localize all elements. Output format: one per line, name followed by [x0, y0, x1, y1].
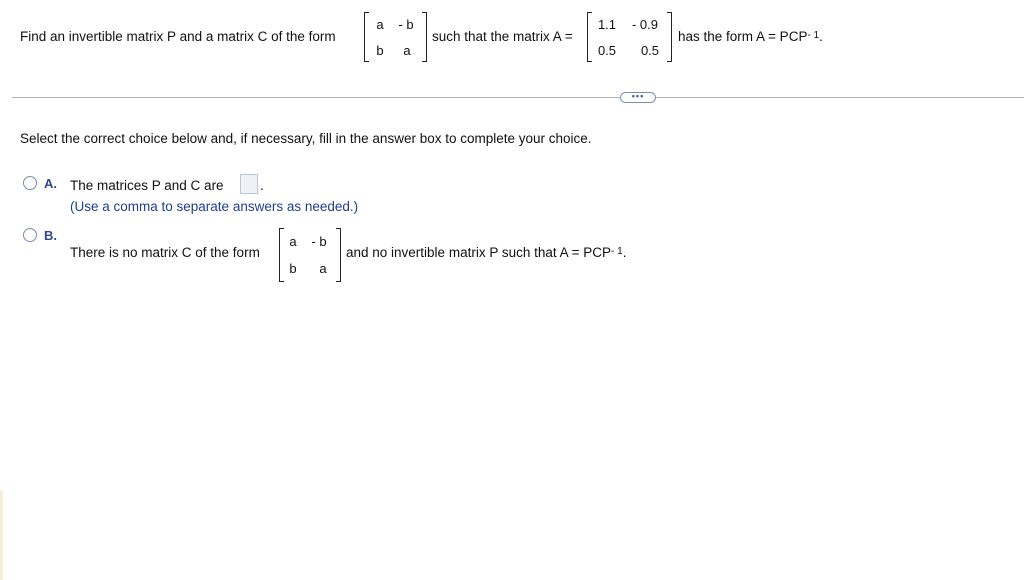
matrix-cell: 0.5 — [597, 43, 617, 58]
question-prefix: Find an invertible matrix P and a matrix C of the form — [20, 29, 336, 44]
option-b-form-matrix — [279, 228, 341, 282]
matrix-bracket-left — [279, 228, 284, 282]
matrix-bracket-right — [422, 12, 427, 62]
more-options-button[interactable]: ••• — [620, 92, 656, 103]
a-matrix — [587, 12, 672, 62]
option-a-letter: A. — [44, 176, 57, 191]
option-a-radio[interactable] — [23, 176, 37, 190]
exponent: - 1 — [807, 30, 820, 41]
answer-input-box[interactable] — [240, 174, 258, 194]
matrix-cell: b — [376, 43, 384, 58]
question-middle: such that the matrix A = — [432, 29, 573, 44]
matrix-bracket-left — [587, 12, 592, 62]
matrix-cell: - 0.9 — [631, 17, 658, 32]
matrix-cell: a — [319, 261, 327, 276]
option-b-suffix: and no invertible matrix P such that $A = PCP^{- 1}$. — [346, 245, 627, 260]
matrix-bracket-right — [336, 228, 341, 282]
matrix-cell: b — [289, 261, 297, 276]
option-b-radio[interactable] — [23, 228, 37, 242]
exponent: - 1 — [611, 246, 623, 257]
matrix-cell: 1.1 — [597, 17, 617, 32]
option-b-prefix: There is no matrix C of the form — [70, 245, 260, 260]
option-b-letter: B. — [44, 228, 57, 243]
matrix-bracket-left — [364, 12, 369, 62]
option-a-period: . — [260, 178, 264, 193]
option-a-text: The matrices P and C are — [70, 178, 224, 193]
form-matrix — [364, 12, 427, 62]
matrix-bracket-right — [667, 12, 672, 62]
matrix-cell: 0.5 — [640, 43, 660, 58]
matrix-cell: - b — [398, 17, 414, 32]
matrix-cell: a — [376, 17, 384, 32]
matrix-cell: a — [403, 43, 411, 58]
left-edge-strip — [0, 490, 3, 580]
question-suffix: has the form $A = PCP^{- 1}$. — [678, 29, 823, 44]
instruction-text: Select the correct choice below and, if necessary, fill in the answer box to complete your choice. — [20, 131, 592, 146]
matrix-cell: - b — [311, 234, 327, 249]
section-divider — [12, 97, 1024, 98]
option-a-hint: (Use a comma to separate answers as needed.) — [70, 199, 359, 214]
matrix-cell: a — [289, 234, 297, 249]
